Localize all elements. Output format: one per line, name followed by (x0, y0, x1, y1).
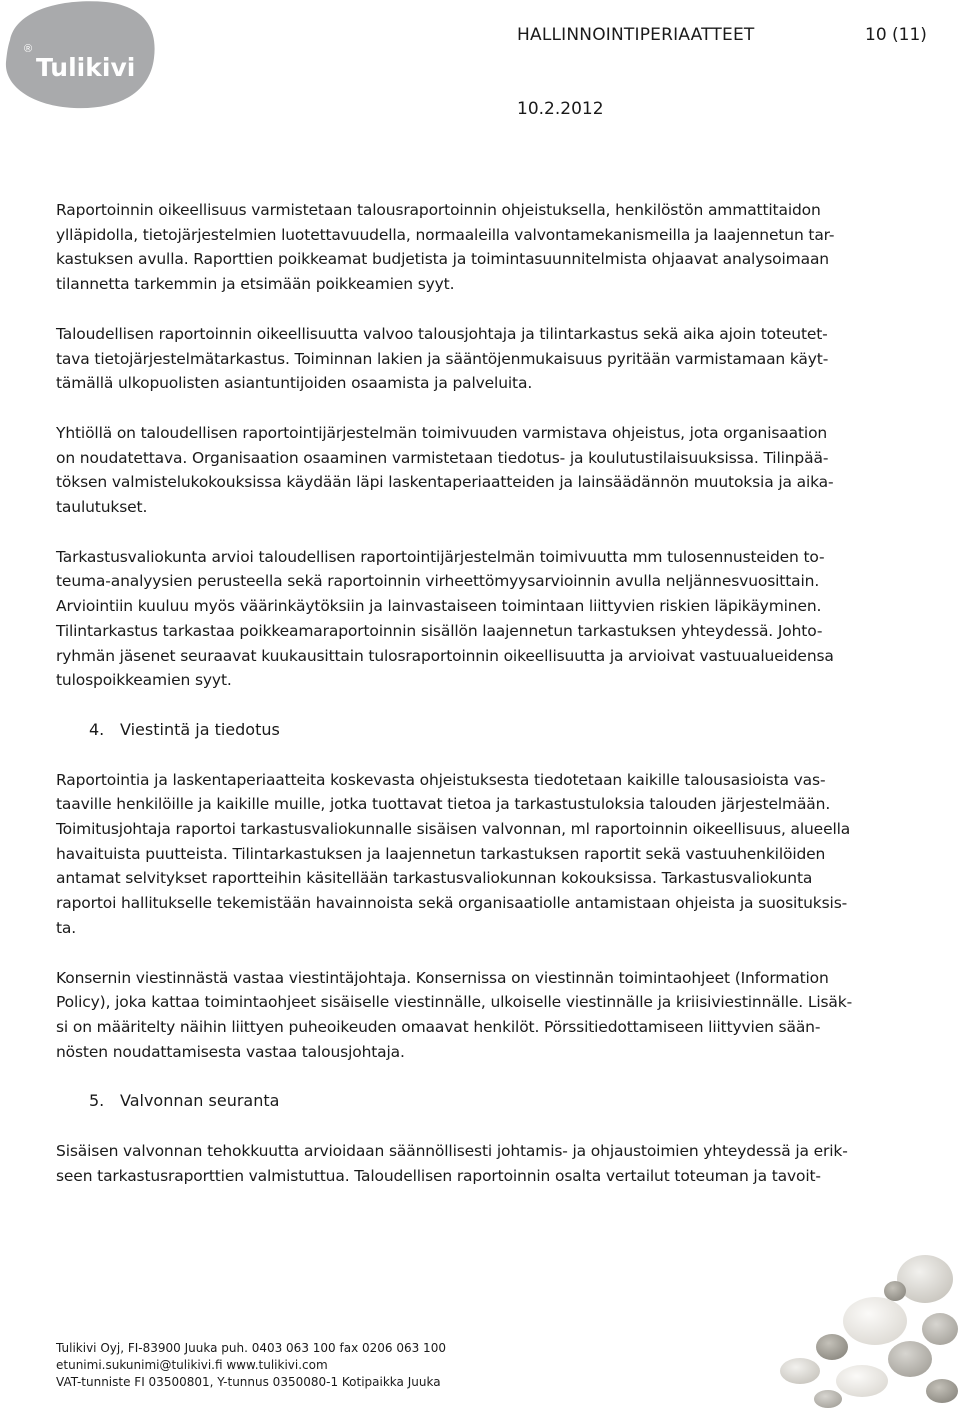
section-title: Valvonnan seuranta (120, 1091, 280, 1111)
text-line: tilannetta tarkemmin ja etsimään poikkeamien syyt. (56, 275, 455, 294)
text-line: Taloudellisen raportoinnin oikeellisuutta valvoo talousjohtaja ja tilintarkastus sekä aika ajoin toteutet- (56, 324, 828, 343)
text-line: tulospoikkeamien syyt. (56, 671, 232, 690)
text-line: Arviointiin kuuluu myös väärinkäytöksiin ja lainvastaiseen toimintaan liittyvien riskien läpikäyminen. (56, 597, 822, 616)
text-line: Tilintarkastus tarkastaa poikkeamaraportoinnin sisällön laajennetun tarkastuksen yhteydessä. Johto- (56, 621, 823, 640)
text-line: ryhmän jäsenet seuraavat kuukausittain tulosraportoinnin oikeellisuutta ja arvioivat vastuualueidensa (56, 646, 834, 665)
decorative-stones-image (770, 1251, 960, 1411)
footer-registration: VAT-tunniste FI 03500801, Y-tunnus 0350080-1 Kotipaikka Juuka (56, 1375, 441, 1389)
text-line: nösten noudattamisesta vastaa talousjohtaja. (56, 1042, 405, 1061)
document-date: 10.2.2012 (517, 99, 604, 119)
text-line: ylläpidolla, tietojärjestelmien luotettavuudella, normaaleilla valvontamekanismeilla ja laajennetun tar- (56, 225, 835, 244)
paragraph-3 (56, 421, 936, 520)
text-line: on noudatettava. Organisaation osaaminen varmistetaan tiedotus- ja koulutustilaisuuksissa. Tilinpää- (56, 448, 829, 467)
text-line: si on määritelty näihin liittyen puheoikeuden omaavat henkilöt. Pörssitiedottamiseen liittyvien sään- (56, 1017, 821, 1036)
text-line: Policy), joka kattaa toimintaohjeet sisäiselle viestinnälle, ulkoiselle viestinnälle ja kriisiviestinnälle. Lisäk- (56, 993, 853, 1012)
logo-mark: ® (24, 43, 33, 55)
text-line: Sisäisen valvonnan tehokkuutta arvioidaan säännöllisesti johtamis- ja ohjaustoimien yhteydessä ja erik- (56, 1142, 848, 1161)
text-line: tava tietojärjestelmätarkastus. Toiminnan lakien ja sääntöjenmukaisuus pyritään varmistamaan käyt- (56, 349, 829, 368)
paragraph-4 (56, 545, 936, 693)
logo-text: Tulikivi (36, 53, 136, 82)
tulikivi-logo (2, 0, 156, 112)
text-line: töksen valmistelukokouksissa käydään läpi laskentaperiaatteiden ja lainsäädännön muutoksia ja aika- (56, 473, 834, 492)
section-heading-4 (56, 718, 936, 743)
paragraph-5 (56, 768, 936, 941)
text-line: tämällä ulkopuolisten asiantuntijoiden osaamista ja palveluita. (56, 374, 533, 393)
text-line: Tarkastusvaliokunta arvioi taloudellisen raportointijärjestelmän toimivuutta mm tulosennusteiden to- (56, 547, 825, 566)
text-line: raportoi hallitukselle tekemistään havainnoista sekä organisaatiolle antamistaan ohjeista ja suosituksis- (56, 894, 848, 913)
text-line: antamat selvitykset raportteihin käsitellään tarkastusvaliokunnan kokouksissa. Tarkastusvaliokunta (56, 869, 813, 888)
document-title: HALLINNOINTIPERIAATTEET (517, 25, 755, 45)
document-body (56, 198, 936, 1214)
text-line: Konsernin viestinnästä vastaa viestintäjohtaja. Konsernissa on viestinnän toimintaohjeet (Information (56, 968, 829, 987)
text-line: taulutukset. (56, 498, 148, 517)
paragraph-1 (56, 198, 936, 297)
page-footer (56, 1340, 446, 1391)
section-number: 5. (89, 1091, 105, 1111)
paragraph-6 (56, 966, 936, 1065)
text-line: teuma-analyysien perusteella sekä raportoinnin virheettömyysarvioinnin avulla neljännesvuosittain. (56, 572, 820, 591)
section-number: 4. (89, 719, 105, 739)
section-title: Viestintä ja tiedotus (120, 719, 280, 739)
paragraph-7 (56, 1139, 936, 1188)
text-line: kastuksen avulla. Raporttien poikkeamat budjetista ja toimintasuunnitelmista ohjaavat analysoimaan (56, 250, 829, 269)
paragraph-2 (56, 322, 936, 396)
text-line: havaituista puutteista. Tilintarkastuksen ja laajennetun tarkastuksen raportit sekä vastuuhenkilöiden (56, 844, 826, 863)
text-line: Raportointia ja laskentaperiaatteita koskevasta ohjeistuksesta tiedotetaan kaikille talousasioista vas- (56, 770, 826, 789)
text-line: Raportoinnin oikeellisuus varmistetaan talousraportoinnin ohjeistuksella, henkilöstön ammattitaidon (56, 201, 821, 219)
text-line: Yhtiöllä on taloudellisen raportointijärjestelmän toimivuuden varmistava ohjeistus, jota organisaation (56, 423, 828, 442)
text-line: Toimitusjohtaja raportoi tarkastusvaliokunnalle sisäisen valvonnan, ml raportoinnin oikeellisuus, alueella (56, 820, 851, 839)
section-heading-5 (56, 1089, 936, 1114)
text-line: seen tarkastusraporttien valmistuttua. Taloudellisen raportoinnin osalta vertailut toteuman ja tavoit- (56, 1166, 821, 1185)
footer-address: Tulikivi Oyj, FI-83900 Juuka puh. 0403 063 100 fax 0206 063 100 (56, 1341, 446, 1355)
text-line: ta. (56, 918, 77, 937)
page-number: 10 (11) (865, 25, 927, 45)
footer-contact: etunimi.sukunimi@tulikivi.fi www.tulikivi.com (56, 1358, 328, 1372)
text-line: taaville henkilöille ja kaikille muille, jotka tuottavat tietoa ja tarkastustuloksia talouden järjestelmään. (56, 795, 831, 814)
